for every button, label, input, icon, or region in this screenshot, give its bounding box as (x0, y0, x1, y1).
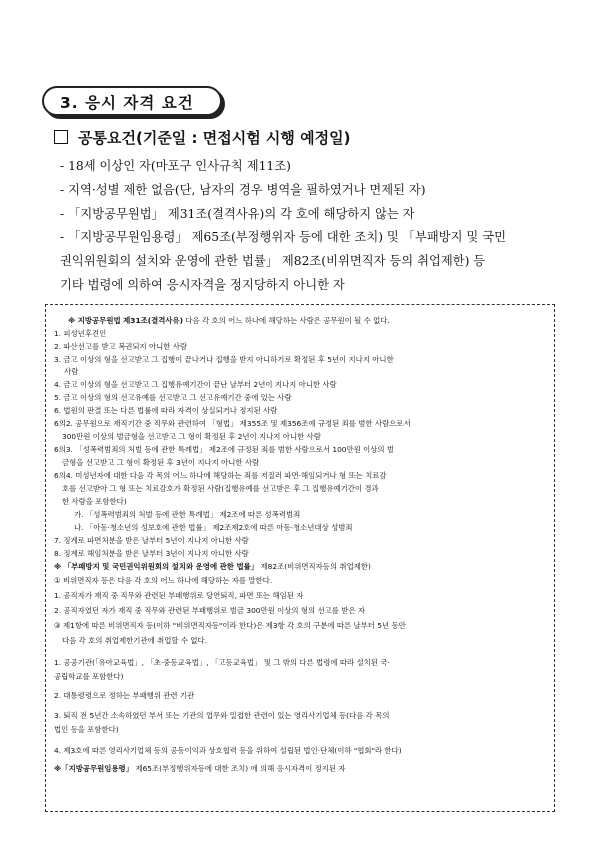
law1-item: 6의3. 「성폭력범죄의 처벌 등에 관한 특례법」 제2조에 규정된 죄를 범한 사람으로서 100만원 이상의 벌 (54, 445, 395, 454)
requirement-disqualification: - 「지방공무원법」 제31조(결격사유)의 각 호에 해당하지 않는 자 (60, 207, 415, 221)
section-title: 3. 응시 자격 요건 (60, 94, 194, 112)
law2-item: 4. 제3호에 따른 영리사기업체 등의 공동이익과 상호협력 등을 위하여 설립된 법인·단체(이하 "협회"라 한다) (54, 746, 402, 755)
law2-item: 1. 공직자가 재직 중 직무와 관련된 부패행위로 당연퇴직, 파면 또는 해임된 자 (54, 591, 304, 600)
law1-item: 6의4. 미성년자에 대한 다음 각 목의 어느 하나에 해당하는 죄를 저질러 파면·해임되거나 형 또는 치료감 (54, 471, 387, 480)
law1-item: 6의2. 공무원으로 재직기간 중 직무와 관련하여 「형법」 제355조 및 제356조에 규정된 죄를 범한 사람으로서 (54, 419, 411, 428)
law2-item: 1. 공공기관(「유아교육법」, 「초·중등교육법」, 「고등교육법」 및 그 밖의 다른 법령에 따라 설치된 국· (54, 658, 390, 667)
law1-item: 호를 선고받아 그 형 또는 치료감호가 확정된 사람(집행유예를 선고받은 후 그 집행유예기간이 경과 (62, 484, 379, 493)
law1-item: 사람 (64, 367, 79, 376)
law2-item: 2. 공직자였던 자가 재직 중 직무와 관련된 부패행위로 벌금 300만원 이상의 형의 선고를 받은 자 (54, 606, 366, 615)
law1-item: 금형을 선고받고 그 형이 확정된 후 3년이 지나지 아니한 사람 (62, 458, 260, 467)
law2-item: 법인 등을 포함한다) (54, 725, 119, 734)
law2-item: 공립학교를 포함한다) (54, 672, 124, 681)
law2-item: 3. 퇴직 전 5년간 소속하였던 부서 또는 기관의 업무와 밀접한 관련이 있는 영리사기업체 등(다음 각 목의 (54, 711, 390, 720)
law2-item: 다음 각 호의 취업제한기관에 취업할 수 없다. (62, 636, 207, 645)
law1-item: 5. 금고 이상의 형의 선고유예를 선고받고 그 선고유예기간 중에 있는 사람 (54, 393, 292, 402)
law2-item: ③ 제1항에 따른 비위면직자 등(이하 "비위면직자등"이라 한다)은 제3항 각 호의 구분에 따른 날부터 5년 동안 (54, 621, 406, 630)
law1-item: 한 사람을 포함한다) (62, 497, 127, 506)
common-requirements-heading (54, 127, 350, 148)
law2-item: 2. 대통령령으로 정하는 부패행위 관련 기관 (54, 691, 195, 700)
law1-item: 8. 징계로 해임처분을 받은 날부터 3년이 지나지 아니한 사람 (54, 549, 249, 558)
law1-item: 6. 법원의 판결 또는 다른 법률에 따라 자격이 상실되거나 정지된 사람 (54, 406, 278, 415)
heading-label: 공통요건 (78, 129, 136, 147)
law1-item: 4. 금고 이상의 형을 선고받고 그 집행유예기간이 끝난 날부터 2년이 지나지 아니한 사람 (54, 380, 337, 389)
law1-item: 7. 징계로 파면처분을 받은 날부터 5년이 지나지 아니한 사람 (54, 536, 249, 545)
law2-item: ① 비위면직자 등은 다음 각 호의 어느 하나에 해당하는 자를 말한다. (54, 576, 273, 585)
law1-heading: ※ 지방공무원법 제31조(결격사유) 다음 각 호의 어느 하나에 해당하는 사람은 공무원이 될 수 없다. (68, 316, 390, 325)
law1-item: 가. 「성폭력범죄의 처벌 등에 관한 특례법」 제2조에 따른 성폭력범죄 (74, 510, 301, 519)
law1-item: 3. 금고 이상의 형을 선고받고 그 집행이 끝나거나 집행을 받지 아니하기로 확정된 후 5년이 지나지 아니한 (54, 355, 394, 364)
requirement-other-laws-cont: 권익위원회의 설치와 운영에 관한 법률」 제82조(비위면직자 등의 취업제한) 등 (60, 254, 486, 268)
section-title-box (42, 86, 222, 116)
requirement-age: - 18세 이상인 자(마포구 인사규칙 제11조) (60, 159, 291, 173)
law3-heading: ※「지방공무원임용령」 제65조(부정행위자등에 대한 조치) 에 의해 응시자격이 정지된 자 (54, 764, 346, 773)
requirement-other-laws: - 「지방공무원임용령」 제65조(부정행위자 등에 대한 조치) 및 「부패방지 및 국민 (60, 230, 506, 244)
law2-heading: ※ 「부패방지 및 국민권익위원회의 설치와 운영에 관한 법률」 제82조(비위면직자등의 취업제한) (54, 562, 371, 571)
requirement-other-laws-cont2: 기타 법령에 의하여 응시자격을 정지당하지 아니한 자 (60, 278, 345, 292)
law1-item: 300만원 이상의 벌금형을 선고받고 그 형이 확정된 후 2년이 지나지 아니한 사람 (62, 432, 321, 441)
heading-criteria: (기준일 : 면접시험 시행 예정일) (135, 129, 351, 147)
requirement-region-gender: - 지역·성별 제한 없음(단, 남자의 경우 병역을 필하였거나 면제된 자) (60, 183, 426, 197)
law1-item: 2. 파산선고를 받고 복권되지 아니한 사람 (54, 342, 188, 351)
law1-item: 1. 피성년후견인 (54, 329, 107, 338)
checkbox-icon (54, 130, 68, 144)
law1-item: 나. 「아동·청소년의 성보호에 관한 법률」 제2조제2호에 따른 아동·청소년대상 성범죄 (74, 523, 353, 532)
